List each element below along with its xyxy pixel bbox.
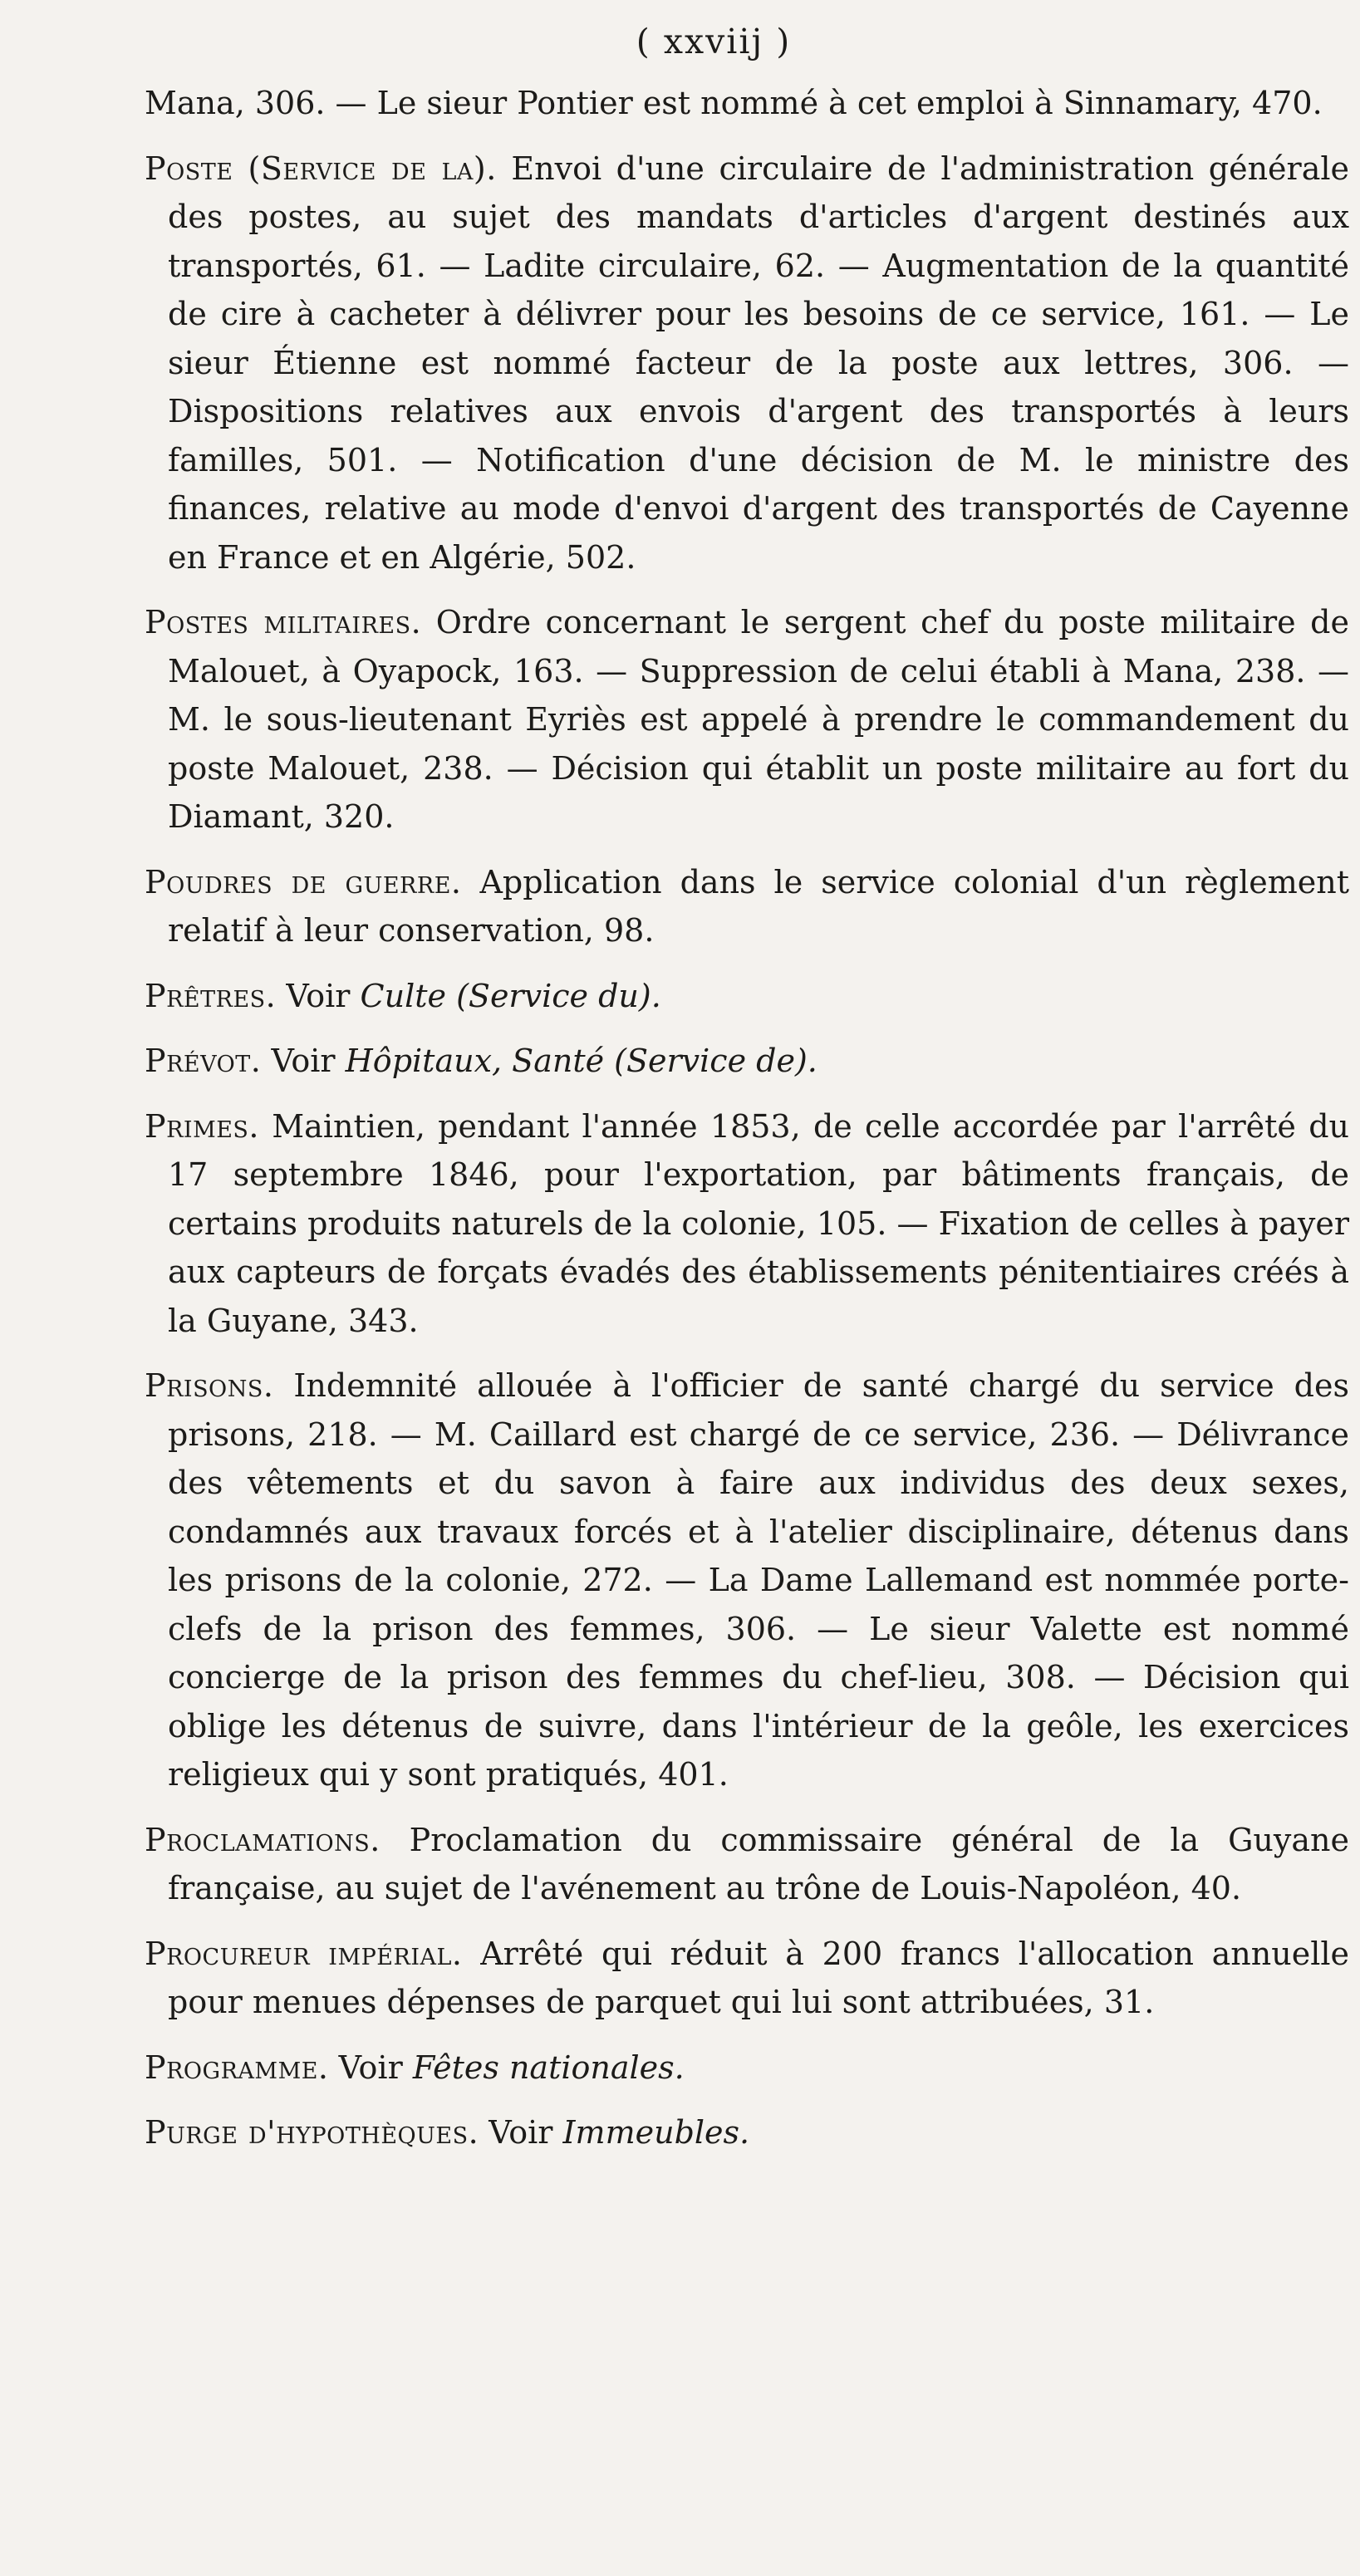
- entry-text: Arrêté qui réduit à 200 francs l'allocation annuelle pour menues dépenses de parquet qui lui sont attribuées, 31.: [168, 1935, 1349, 2020]
- entry-text: Mana, 306. — Le sieur Pontier est nommé à cet emploi à Sinnamary, 470.: [145, 85, 1323, 121]
- index-page: [145, 22, 1349, 2174]
- entry-heading: Programme.: [145, 2049, 329, 2086]
- entry-text: Ordre concernant le sergent chef du poste militaire de Malouet, à Oyapock, 163. — Suppression de celui établi à Mana, 238. — M. le sous-lieutenant Eyriès est appelé à prendre le commandement du poste Malouet, 238. — Décision qui établit un poste militaire au fort du Diamant, 320.: [168, 604, 1349, 835]
- entry-heading: Poudres de guerre.: [145, 863, 462, 900]
- entry-text: Voir: [328, 2049, 413, 2086]
- entry-text: Maintien, pendant l'année 1853, de celle accordée par l'arrêté du 17 septembre 1846, pour l'exportation, par bâtiments français, de certains produits naturels de la colonie, 105. — Fixation de celles à payer aux capteurs de forçats évadés des établissements pénitentiaires créés à la Guyane, 343.: [168, 1107, 1349, 1339]
- entry-heading: Prisons.: [145, 1367, 274, 1404]
- entry-heading: Postes militaires.: [145, 604, 422, 640]
- entry-heading: Procureur impérial.: [145, 1935, 463, 1972]
- entry-text: Indemnité allouée à l'officier de santé chargé du service des prisons, 218. — M. Caillard est chargé de ce service, 236. — Délivrance des vêtements et du savon à faire aux individus des deux sexes, condamnés aux travaux forcés et à l'atelier disciplinaire, détenus dans les prisons de la colonie, 272. — La Dame Lallemand est nommée porte-clefs de la prison des femmes, 306. — Le sieur Valette est nommé concierge de la prison des femmes du chef-lieu, 308. — Décision qui oblige les détenus de suivre, dans l'intérieur de la geôle, les exercices religieux qui y sont pratiqués, 401.: [168, 1367, 1349, 1793]
- entry-text: Application dans le service colonial d'un règlement relatif à leur conservation, 98.: [168, 863, 1349, 949]
- cross-reference: Immeubles.: [562, 2114, 750, 2151]
- page-number: ( xxviij ): [636, 22, 792, 61]
- entry-pretres: [145, 972, 1349, 1021]
- entry-procureur-imperial: [145, 1930, 1349, 2027]
- cross-reference: Hôpitaux, Santé (Service de).: [345, 1043, 817, 1079]
- entry-primes: [145, 1102, 1349, 1346]
- entry-heading: Poste (Service de la).: [145, 150, 497, 187]
- entry-proclamations: [145, 1816, 1349, 1913]
- cross-reference: Culte (Service du).: [360, 977, 661, 1014]
- entry-purge-hypotheques: [145, 2108, 1349, 2157]
- entry-text: Proclamation du commissaire général de la Guyane française, au sujet de l'avénement au trône de Louis-Napoléon, 40.: [168, 1821, 1349, 1906]
- entry-heading: Primes.: [145, 1107, 259, 1145]
- entry-heading: Prêtres.: [145, 977, 277, 1014]
- entry-heading: Prévot.: [145, 1043, 262, 1079]
- entry-mana-continuation: [145, 79, 1349, 128]
- entry-text: Voir: [276, 977, 361, 1014]
- entry-poste: [145, 145, 1349, 582]
- entry-text: Voir: [479, 2114, 563, 2151]
- entry-heading: Proclamations.: [145, 1821, 381, 1858]
- entry-postes-militaires: [145, 598, 1349, 841]
- entry-programme: [145, 2044, 1349, 2093]
- entry-prisons: [145, 1362, 1349, 1799]
- entry-poudres-de-guerre: [145, 858, 1349, 955]
- entry-text: Envoi d'une circulaire de l'administration générale des postes, au sujet des mandats d'articles d'argent destinés aux transportés, 61. — Ladite circulaire, 62. — Augmentation de la quantité de cire à cacheter à délivrer pour les besoins de ce service, 161. — Le sieur Étienne est nommé facteur de la poste aux lettres, 306. — Dispositions relatives aux envois d'argent des transportés à leurs familles, 501. — Notification d'une décision de M. le ministre des finances, relative au mode d'envoi d'argent des transportés de Cayenne en France et en Algérie, 502.: [168, 150, 1349, 576]
- entry-prevot: [145, 1037, 1349, 1086]
- entry-heading: Purge d'hypothèques.: [145, 2114, 479, 2151]
- entry-text: Voir: [261, 1043, 346, 1079]
- cross-reference: Fêtes nationales.: [412, 2049, 685, 2086]
